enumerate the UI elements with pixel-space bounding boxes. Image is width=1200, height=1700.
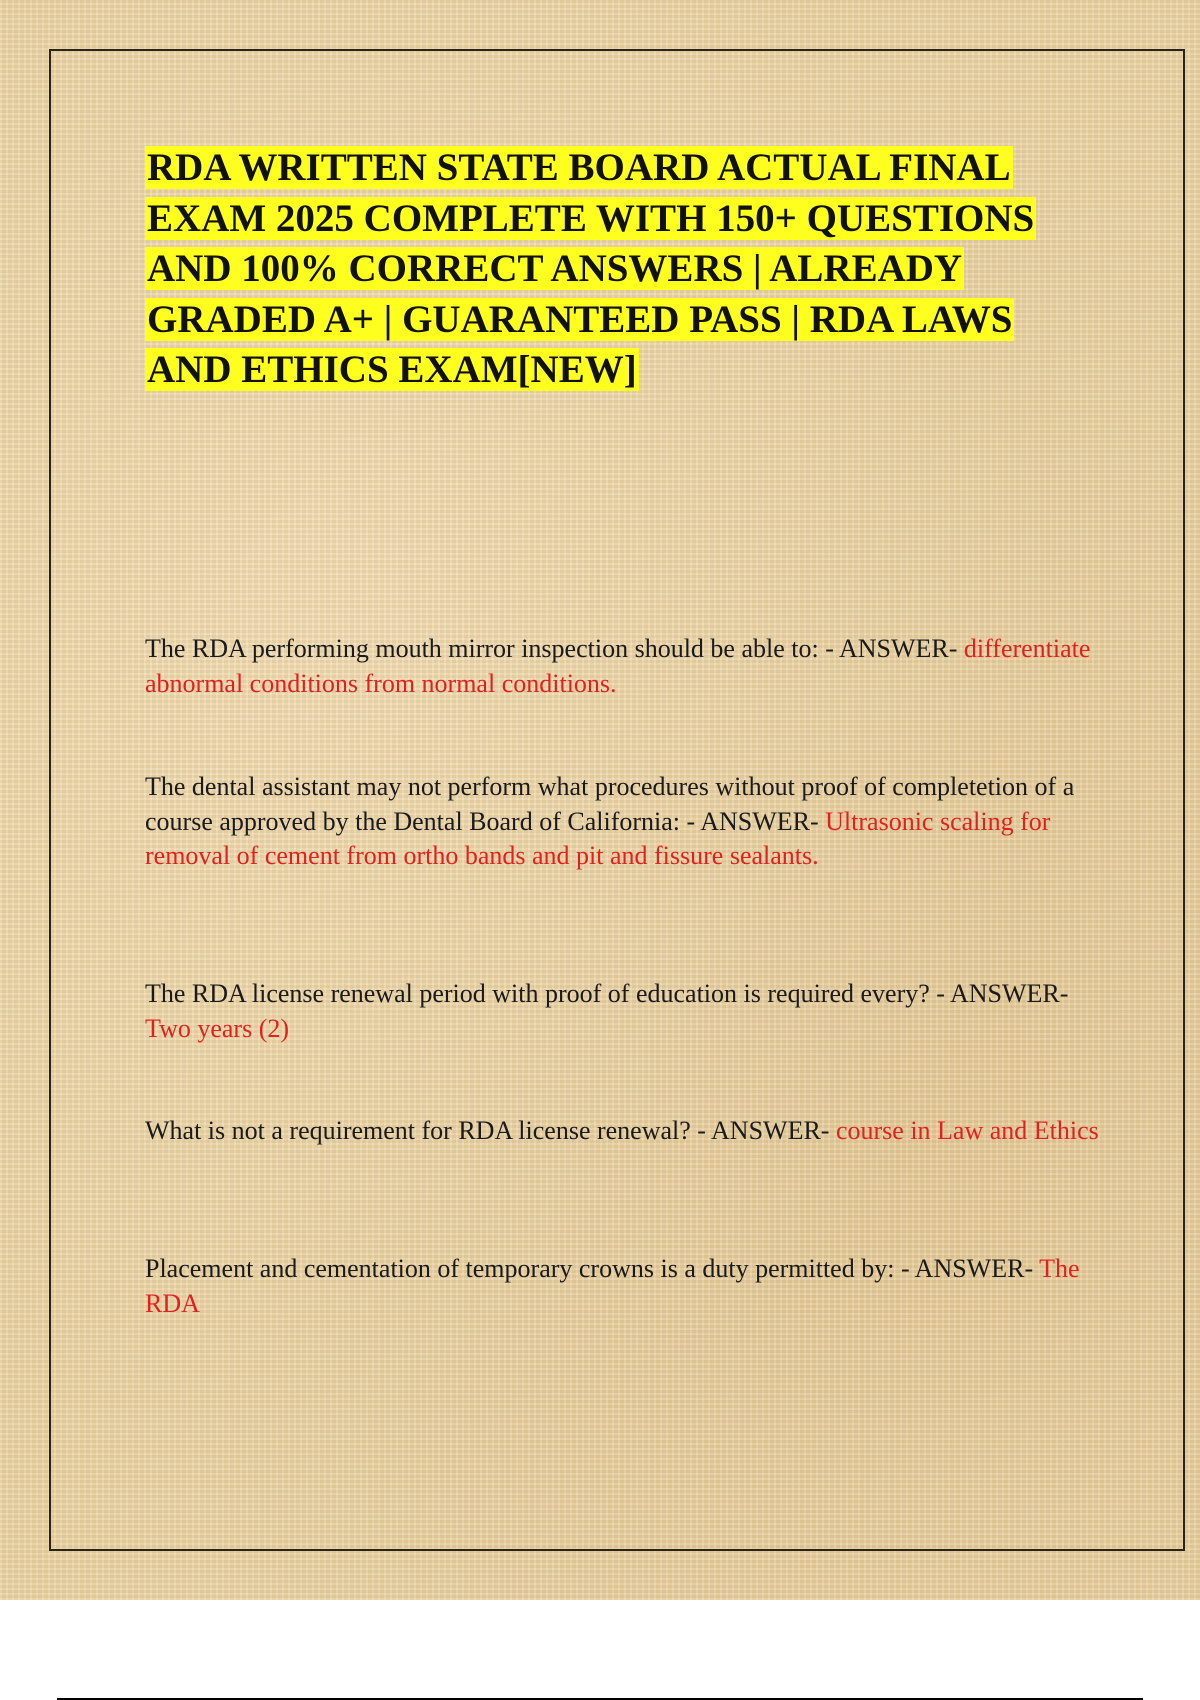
qa-item-4: [145, 1114, 1100, 1149]
qa-item-3: [145, 977, 1100, 1046]
question-text: The RDA performing mouth mirror inspection should be able to: - ANSWER-: [145, 634, 958, 663]
question-text: Placement and cementation of temporary crowns is a duty permitted by: - ANSWER-: [145, 1254, 1034, 1283]
answer-text: The RDA: [145, 1254, 1080, 1318]
question-text: The dental assistant may not perform what procedures without proof of completetion of a course approved by the Dental Board of California: - ANSWER-: [145, 772, 1075, 836]
qa-item-2: [145, 770, 1100, 874]
qa-item-1: [145, 632, 1100, 701]
question-text: What is not a requirement for RDA license renewal? - ANSWER-: [145, 1116, 830, 1145]
title-highlight: RDA WRITTEN STATE BOARD ACTUAL FINAL EXAM 2025 COMPLETE WITH 150+ QUESTIONS AND 100% CORRECT ANSWERS | ALREADY GRADED A+ | GUARANTEED PASS | RDA LAWS AND ETHICS EXAM[NEW]: [147, 146, 1035, 391]
answer-text: Two years (2): [145, 1013, 290, 1043]
qa-item-5: [145, 1252, 1100, 1321]
answer-text: course in Law and Ethics: [835, 1116, 1099, 1145]
question-text: The RDA license renewal period with proof of education is required every? - ANSWER-: [145, 979, 1069, 1008]
document-title: [145, 143, 1095, 396]
answer-text: Ultrasonic scaling for removal of cement from ortho bands and pit and fissure sealants.: [145, 806, 1051, 870]
answer-text: differentiate abnormal conditions from normal conditions.: [145, 634, 1091, 698]
